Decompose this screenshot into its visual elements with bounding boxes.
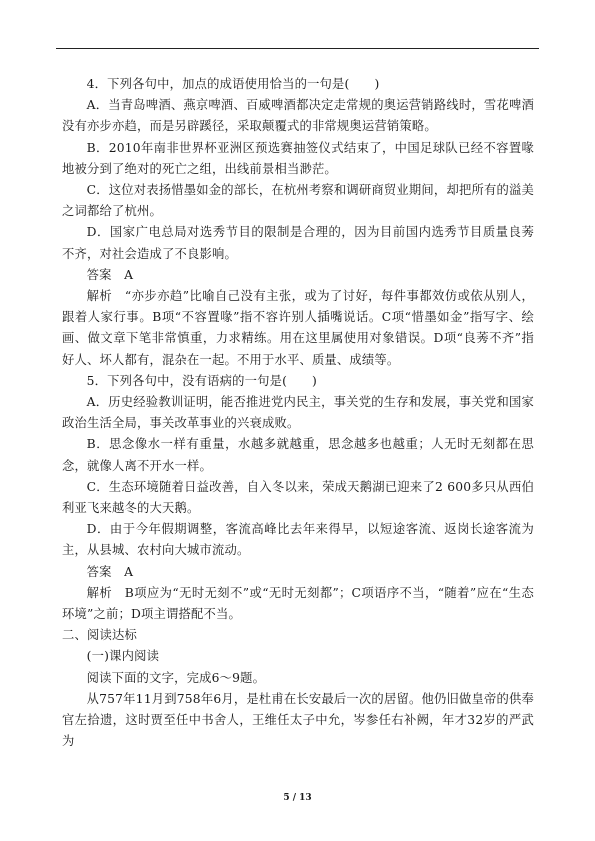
question-4-analysis: 解析 “亦步亦趋”比喻自己没有主张，或为了讨好，每件事都效仿或依从别人，跟着人家行事。B项“不容置喙”指不容许别人插嘴说话。C项“惜墨如金”指写字、绘画、做文章下笔非常慎重，力求精练。用在这里属使用对象错误。D项“良莠不齐”指好人、坏人都有，混杂在一起。不用于水平、质量、成绩等。 [62, 289, 534, 367]
reading-passage: 从757年11月到758年6月，是杜甫在长安最后一次的居留。他仍旧做皇帝的供奉官左拾遗，这时贾至任中书舍人，王维任太子中允，岑参任右补阙，年才32岁的严武为 [62, 691, 534, 749]
question-4-option-b: B．2010年南非世界杯亚洲区预选赛抽签仪式结束了，中国足球队已经不容置喙地被分到了绝对的死亡之组，出线前景相当渺茫。 [62, 140, 534, 176]
header-rule [56, 48, 539, 49]
section-heading: 二、阅读达标 [62, 628, 137, 643]
question-4-stem: 4．下列各句中，加点的成语使用恰当的一句是( ) [86, 77, 380, 91]
question-5-option-d: D．由于今年假期调整，客流高峰比去年来得早，以短途客流、返岗长途客流为主，从县城、农村向大城市流动。 [62, 522, 534, 558]
page-number: 5 / 13 [283, 793, 312, 803]
question-4-option-a: A．当青岛啤酒、燕京啤酒、百威啤酒都决定走常规的奥运营销路线时，雪花啤酒没有亦步亦趋，而是另辟蹊径，采取颠覆式的非常规奥运营销策略。 [62, 98, 534, 134]
question-4-option-d: D．国家广电总局对选秀节目的限制是合理的，因为目前国内选秀节目质量良莠不齐，对社会造成了不良影响。 [62, 225, 534, 261]
question-5-analysis: 解析 B项应为“无时无刻不”或“无时无刻都”；C项语序不当，“随着”应在“生态环境”之前；D项主谓搭配不当。 [62, 585, 534, 622]
question-5-option-c: C．生态环境随着日益改善，自入冬以来，荣成天鹅湖已迎来了2 600多只从西伯利亚飞来越冬的大天鹅。 [62, 479, 534, 516]
question-4-option-c: C．这位对表扬惜墨如金的部长，在杭州考察和调研商贸业期间，却把所有的溢美之词都给了杭州。 [62, 183, 534, 219]
reading-instruction: 阅读下面的文字，完成6～9题。 [86, 670, 266, 685]
question-5-answer: 答案 A [86, 564, 134, 579]
question-5-stem: 5．下列各句中，没有语病的一句是( ) [86, 373, 318, 388]
question-5-option-b: B．思念像水一样有重量，水越多就越重，思念越多也越重；人无时无刻都在思念，就像人离不开水一样。 [62, 437, 534, 473]
question-4-answer: 答案 A [86, 267, 134, 282]
document-body [62, 74, 534, 753]
question-5-option-a: A．历史经验教训证明，能否推进党内民主，事关党的生存和发展，事关党和国家政治生活全局，事关改革事业的兴衰成败。 [62, 395, 534, 431]
subsection-heading: (一)课内阅读 [86, 649, 160, 664]
